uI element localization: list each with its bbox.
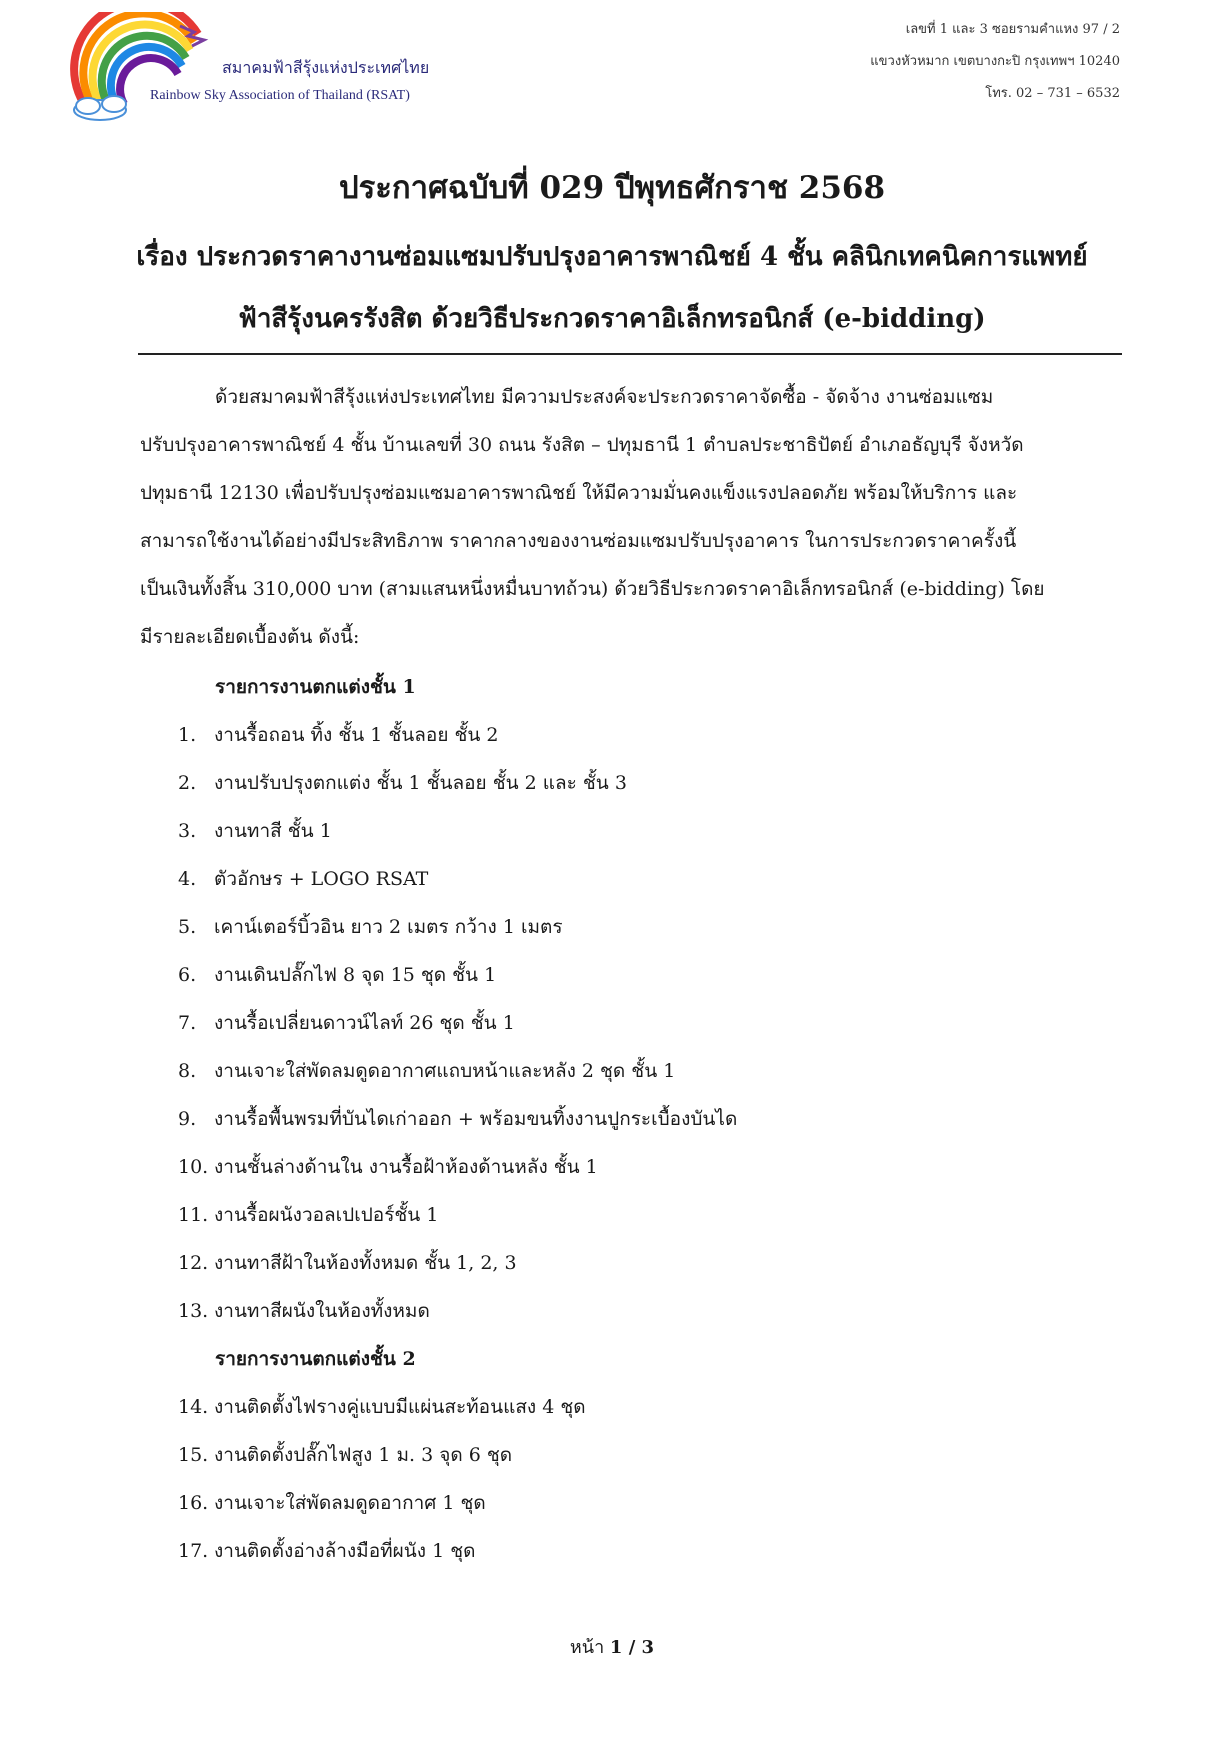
item-number: 14.	[178, 1396, 209, 1418]
phone-number: โทร. 02 – 731 – 6532	[985, 86, 1120, 101]
item-number: 17.	[178, 1540, 209, 1562]
item-number: 5.	[178, 916, 197, 938]
item-number: 11.	[178, 1204, 209, 1226]
page-label: หน้า	[569, 1637, 605, 1658]
org-address	[870, 14, 1120, 110]
item-text: งานทาสีผนังในห้องทั้งหมด	[214, 1300, 430, 1322]
address-line-1: เลขที่ 1 และ 3 ซอยรามคำแหง 97 / 2	[905, 22, 1120, 37]
section-heading-floor-2: รายการงานตกแต่งชั้น 2	[215, 1348, 416, 1370]
list-item	[178, 1392, 586, 1422]
list-item	[178, 960, 496, 990]
item-text: งานทาสีฝ้าในห้องทั้งหมด ชั้น 1, 2, 3	[214, 1252, 517, 1274]
item-number: 13.	[178, 1300, 209, 1322]
paragraph-line: ปรับปรุงอาคารพาณิชย์ 4 ชั้น บ้านเลขที่ 30 ถนน รังสิต – ปทุมธานี 1 ตำบลประชาธิปัตย์ อำเภอธัญบุรี จังหวัด	[140, 434, 1024, 456]
list-item	[178, 1248, 517, 1278]
paragraph-line: สามารถใช้งานได้อย่างมีประสิทธิภาพ ราคากลางของงานซ่อมแซมปรับปรุงอาคาร ในการประกวดราคาครั้งนี้	[140, 530, 1017, 552]
announcement-subject-line-2: ฟ้าสีรุ้งนครรังสิต ด้วยวิธีประกวดราคาอิเล็กทรอนิกส์ (e-bidding)	[238, 304, 986, 334]
org-name-thai: สมาคมฟ้าสีรุ้งแห่งประเทศไทย	[222, 58, 430, 77]
item-text: งานเจาะใส่พัดลมดูดอากาศแถบหน้าและหลัง 2 ชุด ชั้น 1	[214, 1060, 676, 1082]
page-footer	[0, 1632, 1224, 1661]
item-text: งานรื้อเปลี่ยนดาวน์ไลท์ 26 ชุด ชั้น 1	[214, 1012, 515, 1034]
list-item	[178, 1296, 430, 1326]
list-item	[178, 1440, 512, 1470]
item-number: 15.	[178, 1444, 209, 1466]
list-item	[178, 1104, 737, 1134]
list-item	[178, 1008, 515, 1038]
rsat-rainbow-logo	[70, 12, 230, 124]
list-item	[178, 720, 499, 750]
item-text: งานรื้อถอน ทิ้ง ชั้น 1 ชั้นลอย ชั้น 2	[214, 724, 499, 746]
paragraph-line: มีรายละเอียดเบื้องต้น ดังนี้:	[140, 626, 360, 648]
item-number: 9.	[178, 1108, 197, 1130]
list-item	[178, 816, 332, 846]
list-item	[178, 768, 627, 798]
page-number: 1 / 3	[609, 1637, 655, 1658]
list-item	[178, 1488, 486, 1518]
item-text: ตัวอักษร + LOGO RSAT	[214, 868, 429, 890]
item-number: 8.	[178, 1060, 197, 1082]
list-item	[178, 912, 563, 942]
org-name-english: Rainbow Sky Association of Thailand (RSAT)	[150, 88, 410, 103]
section-heading-floor-1: รายการงานตกแต่งชั้น 1	[215, 676, 416, 698]
item-number: 3.	[178, 820, 197, 842]
list-item	[178, 1536, 475, 1566]
item-number: 4.	[178, 868, 197, 890]
item-text: งานเจาะใส่พัดลมดูดอากาศ 1 ชุด	[214, 1492, 486, 1514]
item-number: 2.	[178, 772, 197, 794]
item-text: งานเดินปลั๊กไฟ 8 จุด 15 ชุด ชั้น 1	[214, 964, 497, 986]
item-text: งานทาสี ชั้น 1	[214, 820, 332, 842]
list-item	[178, 1200, 438, 1230]
item-number: 1.	[178, 724, 197, 746]
announcement-subject-line-1: เรื่อง ประกวดราคางานซ่อมแซมปรับปรุงอาคารพาณิชย์ 4 ชั้น คลินิกเทคนิคการแพทย์	[136, 242, 1088, 272]
item-number: 7.	[178, 1012, 197, 1034]
address-line-2: แขวงหัวหมาก เขตบางกะปิ กรุงเทพฯ 10240	[870, 54, 1120, 69]
item-text: งานปรับปรุงตกแต่ง ชั้น 1 ชั้นลอย ชั้น 2 และ ชั้น 3	[214, 772, 627, 794]
paragraph-line: ด้วยสมาคมฟ้าสีรุ้งแห่งประเทศไทย มีความประสงค์จะประกวดราคาจัดซื้อ - จัดจ้าง งานซ่อมแซม	[215, 386, 994, 408]
item-number: 6.	[178, 964, 197, 986]
paragraph-line: เป็นเงินทั้งสิ้น 310,000 บาท (สามแสนหนึ่งหมื่นบาทถ้วน) ด้วยวิธีประกวดราคาอิเล็กทรอนิกส์ (e-bidding) โดย	[140, 578, 1045, 600]
item-text: เคาน์เตอร์บิ้วอิน ยาว 2 เมตร กว้าง 1 เมตร	[214, 916, 563, 938]
list-item	[178, 1056, 675, 1086]
item-text: งานติดตั้งอ่างล้างมือที่ผนัง 1 ชุด	[214, 1540, 476, 1562]
paragraph-line: ปทุมธานี 12130 เพื่อปรับปรุงซ่อมแซมอาคารพาณิชย์ ให้มีความมั่นคงแข็งแรงปลอดภัย พร้อมให้บริการ และ	[140, 482, 1018, 504]
item-text: งานชั้นล่างด้านใน งานรื้อฝ้าห้องด้านหลัง ชั้น 1	[214, 1156, 598, 1178]
list-item	[178, 1152, 598, 1182]
title-divider	[138, 353, 1122, 355]
item-text: งานรื้อผนังวอลเปเปอร์ชั้น 1	[214, 1204, 439, 1226]
announcement-number: ประกาศฉบับที่ 029 ปีพุทธศักราช 2568	[338, 170, 886, 206]
item-number: 16.	[178, 1492, 209, 1514]
item-text: งานรื้อพื้นพรมที่บันไดเก่าออก + พร้อมขนทิ้งงานปูกระเบื้องบันได	[214, 1108, 738, 1130]
item-text: งานติดตั้งปลั๊กไฟสูง 1 ม. 3 จุด 6 ชุด	[214, 1444, 513, 1466]
item-number: 12.	[178, 1252, 209, 1274]
item-number: 10.	[178, 1156, 209, 1178]
list-item	[178, 864, 428, 894]
item-text: งานติดตั้งไฟรางคู่แบบมีแผ่นสะท้อนแสง 4 ชุด	[214, 1396, 586, 1418]
